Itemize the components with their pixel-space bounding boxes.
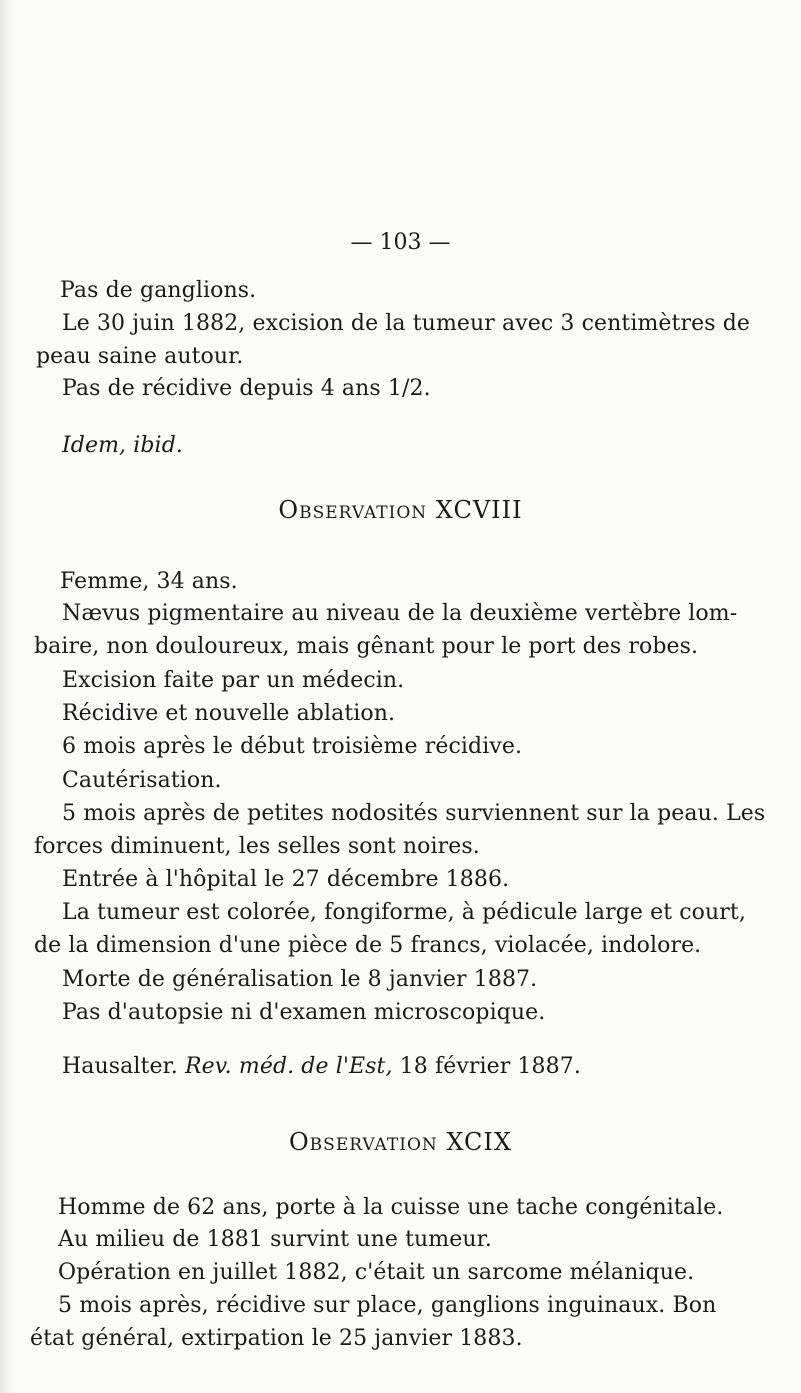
text-line: 6 mois après le début troisième récidive. (62, 734, 523, 759)
text-line: état général, extirpation le 25 janvier 1883. (30, 1326, 523, 1351)
observation-heading: Observation XCIX (289, 1128, 512, 1156)
page-edge-shadow (0, 0, 14, 1393)
text-line: Récidive et nouvelle ablation. (62, 701, 396, 726)
text-line: Homme de 62 ans, porte à la cuisse une tache congénitale. (58, 1195, 724, 1220)
text-line: forces diminuent, les selles sont noires. (34, 834, 480, 859)
source-journal: Rev. méd. de l'Est, (184, 1054, 393, 1079)
text-line: baire, non douloureux, mais gênant pour le port des robes. (34, 634, 699, 659)
text-line: Le 30 juin 1882, excision de la tumeur avec 3 centimètres de (62, 311, 750, 336)
source-citation: Idem, ibid. (62, 433, 183, 458)
text-line: peau saine autour. (36, 344, 244, 369)
page-number: — 103 — (350, 230, 451, 255)
source-date: 18 février 1887. (399, 1054, 581, 1079)
text-line: Nævus pigmentaire au niveau de la deuxième vertèbre lom- (62, 601, 738, 626)
text-line: Femme, 34 ans. (60, 569, 238, 594)
text-line: Excision faite par un médecin. (62, 668, 405, 693)
source-author: Hausalter. (62, 1054, 178, 1079)
text-line: Morte de généralisation le 8 janvier 1887. (62, 967, 538, 992)
text-line: Opération en juillet 1882, c'était un sarcome mélanique. (58, 1260, 695, 1285)
text-line: 5 mois après de petites nodosités surviennent sur la peau. Les (62, 801, 766, 826)
observation-heading: Observation XCVIII (278, 496, 523, 524)
text-line: La tumeur est colorée, fongiforme, à pédicule large et court, (62, 900, 746, 925)
text-line: Pas d'autopsie ni d'examen microscopique. (62, 1000, 546, 1025)
text-line: de la dimension d'une pièce de 5 francs, violacée, indolore. (34, 933, 702, 958)
text-line: Pas de récidive depuis 4 ans 1/2. (62, 376, 431, 401)
text-line: Entrée à l'hôpital le 27 décembre 1886. (62, 867, 510, 892)
source-citation (62, 1053, 581, 1081)
text-line: Pas de ganglions. (60, 278, 257, 303)
text-line: 5 mois après, récidive sur place, ganglions inguinaux. Bon (58, 1293, 717, 1318)
text-line: Cautérisation. (62, 768, 222, 793)
text-line: Au milieu de 1881 survint une tumeur. (58, 1227, 492, 1252)
